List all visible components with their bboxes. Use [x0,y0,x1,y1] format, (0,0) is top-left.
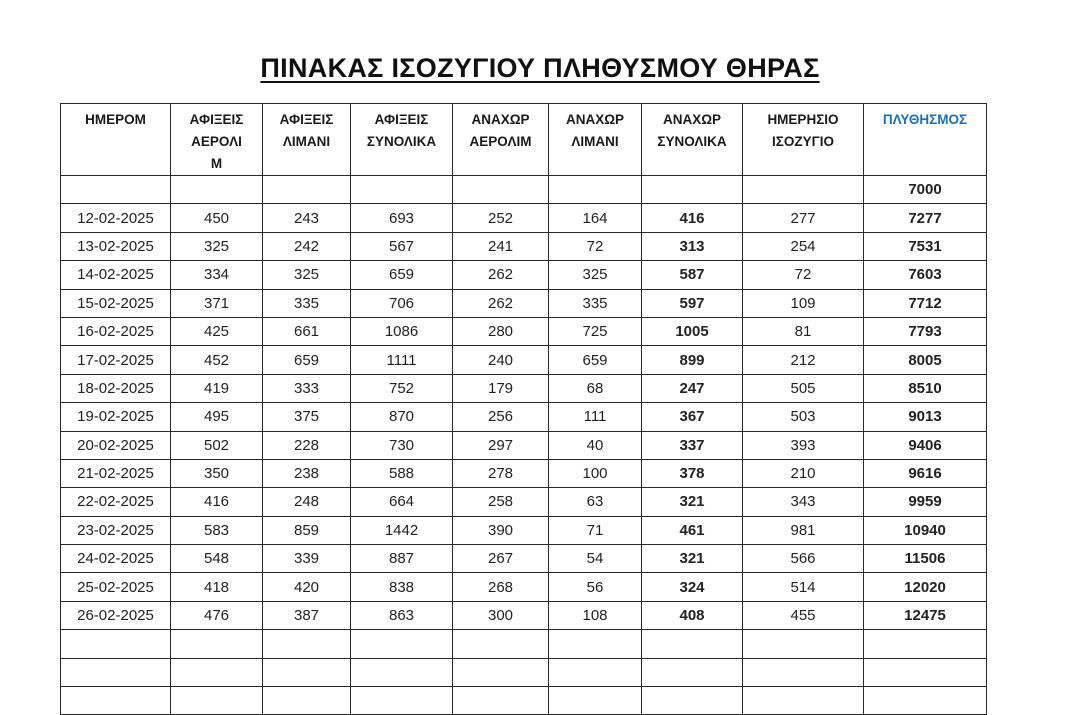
cell-arrivals-total: 706 [351,289,453,317]
cell-departures-airport: 256 [453,403,549,431]
header-arrivals-airport: ΑΦΙΞΕΙΣ ΑΕΡΟΛΙ Μ [171,104,263,176]
page-title [0,48,1080,85]
cell-population: 9013 [864,403,987,431]
cell-departures-total: 367 [642,403,743,431]
table-row [61,516,987,544]
cell-departures-total: 597 [642,289,743,317]
cell-date: 12-02-2025 [61,204,171,232]
cell-departures-port: 325 [549,261,642,289]
table-row [61,573,987,601]
cell-daily-balance: 210 [743,459,864,487]
cell-arrivals-airport: 502 [171,431,263,459]
cell-departures-port: 63 [549,488,642,516]
cell-arrivals-total: 1442 [351,516,453,544]
cell-arrivals-total: 730 [351,431,453,459]
cell-daily-balance: 455 [743,601,864,629]
cell-departures-total: 321 [642,545,743,573]
cell-population: 9959 [864,488,987,516]
cell-arrivals-airport: 416 [171,488,263,516]
cell-daily-balance: 981 [743,516,864,544]
cell-date: 21-02-2025 [61,459,171,487]
cell-daily-balance: 212 [743,346,864,374]
cell-population: 10940 [864,516,987,544]
cell-arrivals-airport: 495 [171,403,263,431]
page-title-text: ΠΙΝΑΚΑΣ ΙΣΟΖΥΓΙΟΥ ΠΛΗΘΥΣΜΟΥ ΘΗΡΑΣ [260,53,820,83]
table-row [61,374,987,402]
table-row [61,601,987,629]
cell-departures-total: 321 [642,488,743,516]
cell-departures-total: 313 [642,232,743,260]
cell-daily-balance: 566 [743,545,864,573]
cell-daily-balance: 72 [743,261,864,289]
cell-population: 7712 [864,289,987,317]
cell-departures-port: 335 [549,289,642,317]
cell-departures-port: 68 [549,374,642,402]
cell-population: 7603 [864,261,987,289]
table-row [61,459,987,487]
cell-arrivals-total: 870 [351,403,453,431]
cell-departures-total: 461 [642,516,743,544]
cell-arrivals-port: 859 [263,516,351,544]
cell-departures-airport: 179 [453,374,549,402]
cell-arrivals-port: 228 [263,431,351,459]
cell-departures-total: 247 [642,374,743,402]
table-row [61,545,987,573]
cell-arrivals-port: 387 [263,601,351,629]
cell-arrivals-port: 375 [263,403,351,431]
cell-population: 7793 [864,317,987,345]
cell-departures-airport: 258 [453,488,549,516]
cell-departures-total: 378 [642,459,743,487]
cell-arrivals-total: 693 [351,204,453,232]
cell-date: 26-02-2025 [61,601,171,629]
table-row [61,289,987,317]
cell-date: 16-02-2025 [61,317,171,345]
cell-date: 24-02-2025 [61,545,171,573]
header-arrivals-port: ΑΦΙΞΕΙΣ ΛΙΜΑΝΙ [263,104,351,176]
cell-departures-port: 40 [549,431,642,459]
cell-arrivals-total: 664 [351,488,453,516]
cell-arrivals-total: 863 [351,601,453,629]
cell-daily-balance: 393 [743,431,864,459]
table-row [61,403,987,431]
cell-arrivals-total: 659 [351,261,453,289]
cell-arrivals-total: 567 [351,232,453,260]
cell-arrivals-airport: 583 [171,516,263,544]
table-row [61,346,987,374]
cell-arrivals-airport: 350 [171,459,263,487]
cell-departures-airport: 300 [453,601,549,629]
cell-date: 14-02-2025 [61,261,171,289]
cell-departures-airport: 262 [453,289,549,317]
table-row [61,431,987,459]
cell-departures-port: 71 [549,516,642,544]
cell-arrivals-airport: 334 [171,261,263,289]
cell-population: 7277 [864,204,987,232]
cell-arrivals-port: 238 [263,459,351,487]
cell-departures-port: 111 [549,403,642,431]
cell-arrivals-total: 588 [351,459,453,487]
cell-departures-total: 899 [642,346,743,374]
cell-date: 15-02-2025 [61,289,171,317]
table-row [61,232,987,260]
cell-date: 13-02-2025 [61,232,171,260]
cell-arrivals-port: 335 [263,289,351,317]
cell-arrivals-total: 1086 [351,317,453,345]
cell-departures-airport: 297 [453,431,549,459]
cell-date: 17-02-2025 [61,346,171,374]
header-population: ΠΛΥΘΗΣΜΟΣ [864,104,987,176]
cell-arrivals-airport: 425 [171,317,263,345]
cell-daily-balance: 254 [743,232,864,260]
cell-departures-airport: 278 [453,459,549,487]
cell-date: 18-02-2025 [61,374,171,402]
cell-arrivals-port: 420 [263,573,351,601]
empty-row [61,630,987,658]
cell-arrivals-airport: 371 [171,289,263,317]
cell-arrivals-port: 333 [263,374,351,402]
cell-arrivals-port: 243 [263,204,351,232]
cell-departures-port: 56 [549,573,642,601]
cell-departures-total: 416 [642,204,743,232]
cell-date: 20-02-2025 [61,431,171,459]
cell-arrivals-airport: 450 [171,204,263,232]
header-departures-airport: ΑΝΑΧΩΡ ΑΕΡΟΛΙΜ [453,104,549,176]
cell-arrivals-port: 242 [263,232,351,260]
cell-date: 19-02-2025 [61,403,171,431]
cell-arrivals-port: 659 [263,346,351,374]
cell-population: 9406 [864,431,987,459]
cell-arrivals-airport: 325 [171,232,263,260]
cell-date: 25-02-2025 [61,573,171,601]
cell-departures-airport: 252 [453,204,549,232]
cell-daily-balance: 514 [743,573,864,601]
header-date: ΗΜΕΡΟΜ [61,104,171,176]
cell-arrivals-total: 752 [351,374,453,402]
table-row [61,261,987,289]
cell-departures-airport: 262 [453,261,549,289]
cell-population: 8510 [864,374,987,402]
cell-arrivals-airport: 418 [171,573,263,601]
cell-departures-port: 725 [549,317,642,345]
empty-row [61,687,987,715]
table-row [61,204,987,232]
header-departures-port: ΑΝΑΧΩΡ ΛΙΜΑΝΙ [549,104,642,176]
cell-population: 7531 [864,232,987,260]
cell-arrivals-port: 661 [263,317,351,345]
cell-departures-total: 337 [642,431,743,459]
header-arrivals-total: ΑΦΙΞΕΙΣ ΣΥΝΟΛΙΚΑ [351,104,453,176]
cell-departures-total: 408 [642,601,743,629]
cell-daily-balance: 277 [743,204,864,232]
cell-arrivals-port: 248 [263,488,351,516]
cell-date: 22-02-2025 [61,488,171,516]
table-row [61,488,987,516]
cell-departures-total: 1005 [642,317,743,345]
cell-departures-port: 54 [549,545,642,573]
cell-daily-balance: 343 [743,488,864,516]
initial-population: 7000 [864,176,987,204]
cell-departures-port: 72 [549,232,642,260]
empty-row [61,658,987,686]
cell-arrivals-airport: 419 [171,374,263,402]
cell-departures-total: 587 [642,261,743,289]
header-row [61,104,987,176]
header-daily-balance: ΗΜΕΡΗΣΙΟ ΙΣΟΖΥΓΙΟ [743,104,864,176]
cell-departures-port: 108 [549,601,642,629]
cell-daily-balance: 505 [743,374,864,402]
cell-arrivals-total: 887 [351,545,453,573]
cell-arrivals-airport: 452 [171,346,263,374]
cell-arrivals-airport: 548 [171,545,263,573]
cell-daily-balance: 503 [743,403,864,431]
cell-departures-port: 659 [549,346,642,374]
cell-departures-airport: 267 [453,545,549,573]
cell-departures-airport: 280 [453,317,549,345]
cell-arrivals-total: 1111 [351,346,453,374]
header-departures-total: ΑΝΑΧΩΡ ΣΥΝΟΛΙΚΑ [642,104,743,176]
cell-population: 12475 [864,601,987,629]
cell-departures-airport: 390 [453,516,549,544]
cell-departures-airport: 241 [453,232,549,260]
initial-population-row [61,176,987,204]
population-balance-table [60,103,987,715]
cell-population: 8005 [864,346,987,374]
cell-arrivals-airport: 476 [171,601,263,629]
cell-arrivals-total: 838 [351,573,453,601]
cell-date: 23-02-2025 [61,516,171,544]
cell-population: 11506 [864,545,987,573]
table-row [61,317,987,345]
cell-arrivals-port: 339 [263,545,351,573]
cell-departures-total: 324 [642,573,743,601]
cell-departures-port: 164 [549,204,642,232]
cell-population: 9616 [864,459,987,487]
cell-departures-airport: 240 [453,346,549,374]
cell-population: 12020 [864,573,987,601]
cell-arrivals-port: 325 [263,261,351,289]
cell-departures-airport: 268 [453,573,549,601]
cell-departures-port: 100 [549,459,642,487]
cell-daily-balance: 109 [743,289,864,317]
cell-daily-balance: 81 [743,317,864,345]
